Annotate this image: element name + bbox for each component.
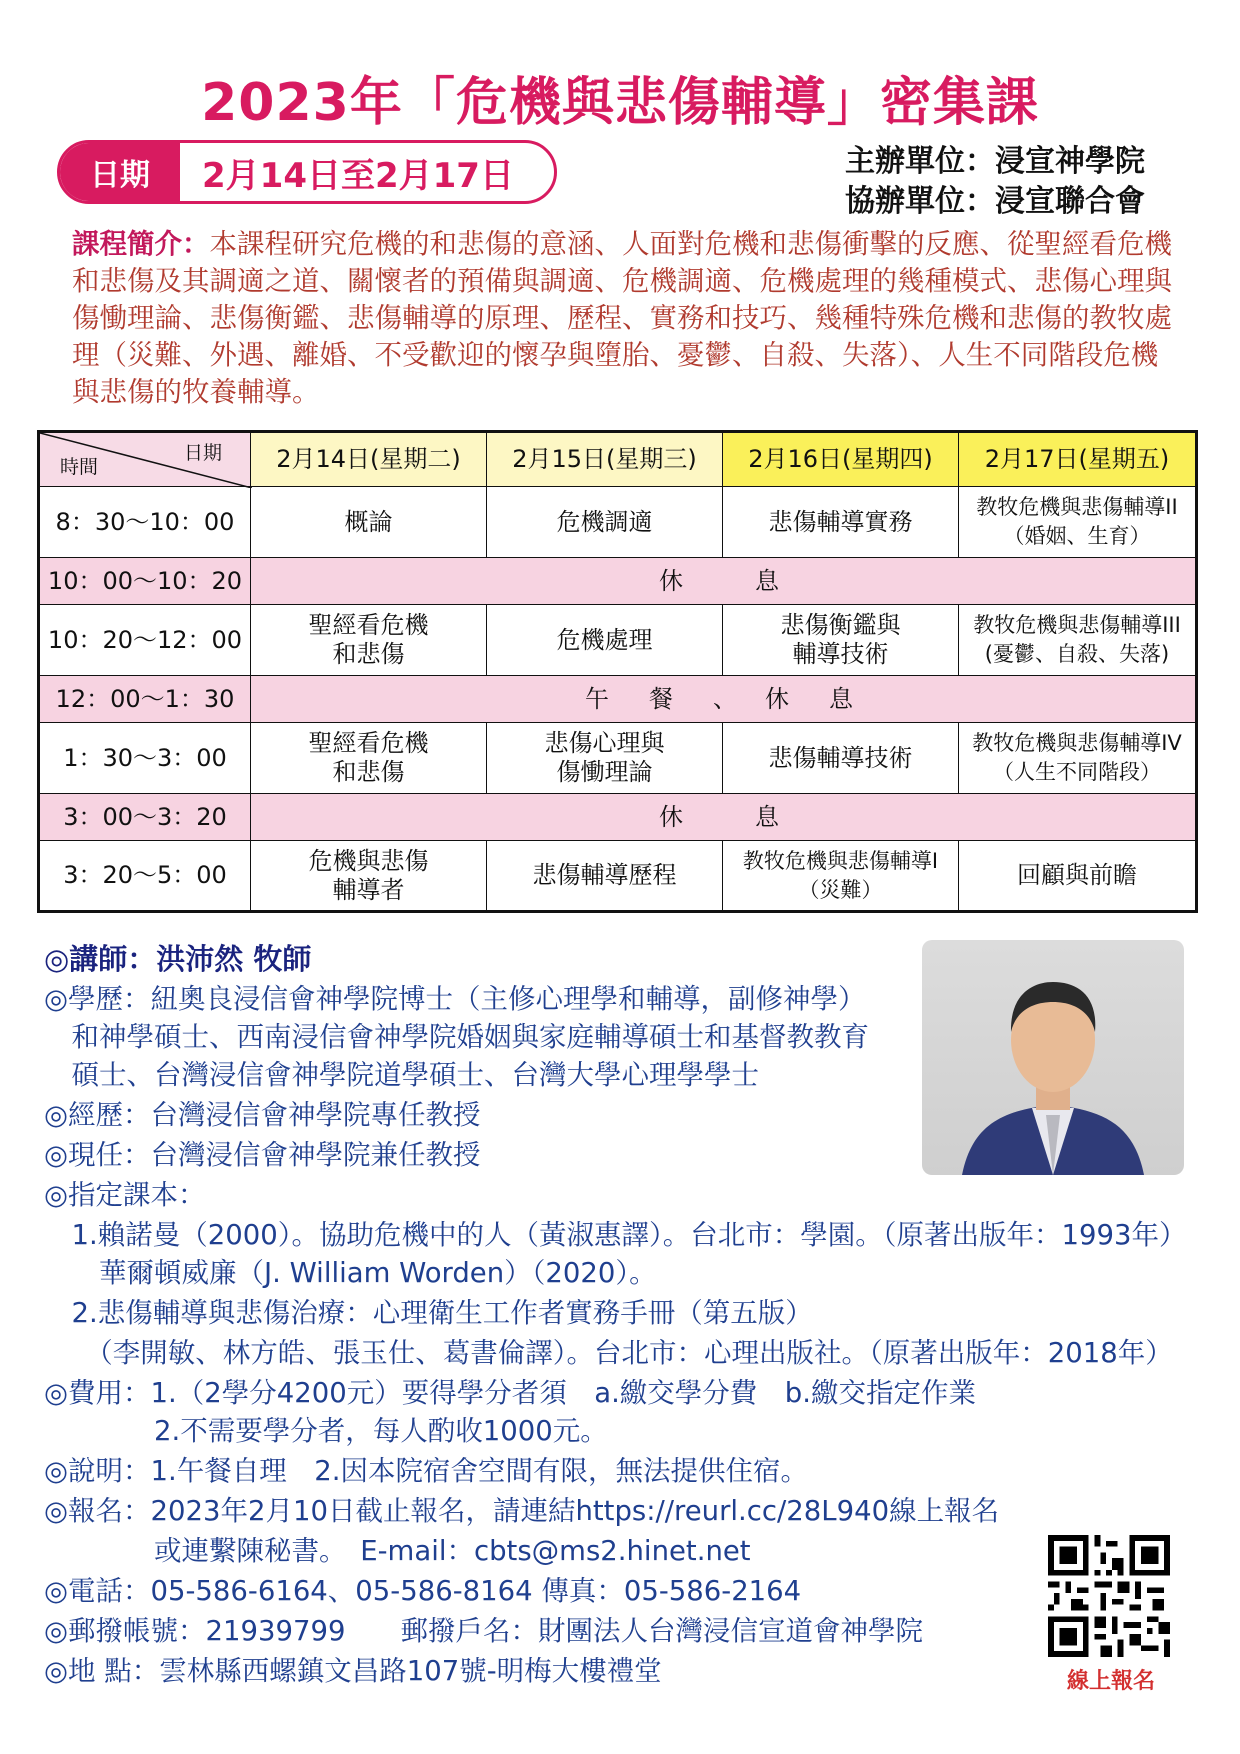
session-line: 輔導技術 <box>792 640 889 668</box>
session-line: 聖經看危機 <box>308 729 429 757</box>
lecturer-photo <box>922 940 1184 1175</box>
intro-heading: 課程簡介： <box>72 228 210 260</box>
course-intro <box>72 226 1172 411</box>
notes-line: ◎說明：1.午餐自理 2.因本院宿舍空間有限，無法提供住宿。 <box>44 1455 808 1487</box>
page-title: 2023年「危機與悲傷輔導」密集課 <box>201 73 1039 133</box>
host-organizer: 主辦單位：浸宣神學院 <box>845 144 1145 179</box>
schedule-row <box>39 487 1197 558</box>
break-label: 休 息 <box>251 794 1197 841</box>
session-line: 悲傷輔導歷程 <box>532 861 677 889</box>
registration-line: 或連繫陳秘書。 E-mail：cbts@ms2.hinet.net <box>44 1535 751 1567</box>
fee-line: 2.不需要學分者，每人酌收1000元。 <box>44 1415 608 1447</box>
intro-body: 本課程研究危機的和悲傷的意涵、人面對危機和悲傷衝擊的反應、從聖經看危機和悲傷及其調適之道、關懷者的預備與調適、危機調適、危機處理的幾種模式、悲傷心理與傷慟理論、悲傷衡鑑、悲傷輔導的原理、歷程、實務和技巧、幾種特殊危機和悲傷的教牧處理（災難、外遇、離婚、不受歡迎的懷孕與墮胎、憂鬱、自殺、失落）、人生不同階段危機與悲傷的牧養輔導。 <box>72 228 1172 408</box>
textbook-heading: ◎指定課本： <box>44 1179 206 1211</box>
session-line: 悲傷心理與 <box>544 729 665 757</box>
date-value: 2月14日至2月17日 <box>202 155 514 196</box>
session-line: 聖經看危機 <box>308 611 429 639</box>
session-line: 教牧危機與悲傷輔導IV <box>972 731 1182 755</box>
session-line: 危機與悲傷 <box>308 846 429 875</box>
fee-line: ◎費用：1.（2學分4200元）要得學分者須 a.繳交學分費 b.繳交指定作業 <box>44 1377 977 1409</box>
session-cell <box>251 841 487 912</box>
address-line: ◎地 點：雲林縣西螺鎮文昌路107號-明梅大樓禮堂 <box>44 1655 662 1687</box>
day-header: 2月14日(星期二) <box>251 432 487 487</box>
session-line: 教牧危機與悲傷輔導I <box>742 848 939 873</box>
session-cell <box>487 723 723 794</box>
education-line: 和神學碩士、西南浸信會神學院婚姻與家庭輔導碩士和基督教教育 <box>44 1021 869 1053</box>
education-line: 碩士、台灣浸信會神學院道學碩士、台灣大學心理學學士 <box>44 1059 759 1091</box>
session-line: （人生不同階段） <box>993 760 1161 784</box>
session-cell <box>487 841 723 912</box>
qr-code-label: 線上報名 <box>1066 1669 1155 1694</box>
date-badge <box>57 140 557 204</box>
cohost-organizer: 協辦單位：浸宣聯合會 <box>845 184 1145 219</box>
session-line: 危機處理 <box>556 625 653 654</box>
lecturer-name: ◎講師：洪沛然 牧師 <box>44 942 312 976</box>
textbook-item: 華爾頓威廉（J. William Worden）（2020）。 <box>44 1257 657 1289</box>
break-label: 午 餐 、 休 息 <box>251 676 1197 723</box>
corner-cell <box>39 432 251 487</box>
corner-date-label: 日期 <box>183 442 222 464</box>
schedule-row <box>39 605 1197 676</box>
session-line: 和悲傷 <box>332 758 405 786</box>
experience-line: ◎經歷：台灣浸信會神學院專任教授 <box>44 1099 481 1131</box>
time-cell: 1：30〜3：00 <box>39 723 251 794</box>
day-header: 2月17日(星期五) <box>959 432 1197 487</box>
session-line: 和悲傷 <box>332 640 405 668</box>
session-line: 輔導者 <box>332 875 405 904</box>
corner-time-label: 時間 <box>60 456 99 478</box>
time-cell: 3：00〜3：20 <box>39 794 251 841</box>
current-position-line: ◎現任：台灣浸信會神學院兼任教授 <box>44 1139 481 1171</box>
time-cell: 10：00〜10：20 <box>39 558 251 605</box>
session-cell <box>723 605 959 676</box>
registration-qr-code[interactable] <box>1048 1535 1170 1657</box>
time-cell: 8：30〜10：00 <box>39 487 251 558</box>
session-line: 危機調適 <box>556 507 653 536</box>
session-cell <box>251 723 487 794</box>
session-cell <box>487 487 723 558</box>
textbook-item: 1.賴諾曼（2000）。協助危機中的人（黃淑惠譯）。台北市：學園。（原著出版年：1993年） <box>44 1219 1187 1251</box>
session-line: 教牧危機與悲傷輔導III <box>973 613 1181 637</box>
qr-code-icon <box>1048 1535 1170 1657</box>
session-cell <box>487 605 723 676</box>
break-row <box>39 794 1197 841</box>
schedule-row <box>39 723 1197 794</box>
schedule-header-row <box>39 432 1197 487</box>
session-cell <box>251 605 487 676</box>
session-cell <box>723 487 959 558</box>
session-line: 悲傷輔導實務 <box>768 507 913 536</box>
session-cell <box>959 605 1197 676</box>
break-label: 休 息 <box>251 558 1197 605</box>
break-row <box>39 676 1197 723</box>
portrait-illustration <box>922 940 1184 1175</box>
registration-line: ◎報名：2023年2月10日截止報名，請連結https://reurl.cc/28L940線上報名 <box>44 1495 1000 1527</box>
education-line: ◎學歷：紐奧良浸信會神學院博士（主修心理學和輔導，副修神學） <box>44 983 866 1015</box>
session-line: 悲傷衡鑑與 <box>780 611 901 639</box>
session-line: (憂鬱、自殺、失落) <box>984 642 1170 666</box>
schedule-table <box>37 430 1198 913</box>
session-cell <box>723 723 959 794</box>
textbook-item: （李開敏、林方皓、張玉仕、葛書倫譯）。台北市：心理出版社。（原著出版年：2018年） <box>44 1337 1173 1369</box>
session-line: 教牧危機與悲傷輔導II <box>976 495 1178 519</box>
time-cell: 12：00〜1：30 <box>39 676 251 723</box>
session-cell <box>959 723 1197 794</box>
postal-account-line: ◎郵撥帳號：21939799 郵撥戶名：財團法人台灣浸信宣道會神學院 <box>44 1615 923 1647</box>
phone-line: ◎電話：05-586-6164、05-586-8164 傳真：05-586-2164 <box>44 1575 802 1607</box>
day-header: 2月16日(星期四) <box>723 432 959 487</box>
session-cell <box>723 841 959 912</box>
session-line: （災難） <box>798 877 883 902</box>
session-line: （婚姻、生育） <box>1003 524 1151 548</box>
session-line: 傷慟理論 <box>556 758 653 786</box>
time-cell: 10：20〜12：00 <box>39 605 251 676</box>
break-row <box>39 558 1197 605</box>
date-label: 日期 <box>60 143 180 201</box>
session-cell <box>251 487 487 558</box>
session-cell <box>959 841 1197 912</box>
textbook-item: 2.悲傷輔導與悲傷治療：心理衛生工作者實務手冊（第五版） <box>44 1297 813 1329</box>
day-header: 2月15日(星期三) <box>487 432 723 487</box>
session-line: 概論 <box>344 507 393 536</box>
time-cell: 3：20〜5：00 <box>39 841 251 912</box>
schedule-row <box>39 841 1197 912</box>
session-line: 回顧與前瞻 <box>1017 861 1137 889</box>
session-line: 悲傷輔導技術 <box>768 743 913 772</box>
session-cell <box>959 487 1197 558</box>
